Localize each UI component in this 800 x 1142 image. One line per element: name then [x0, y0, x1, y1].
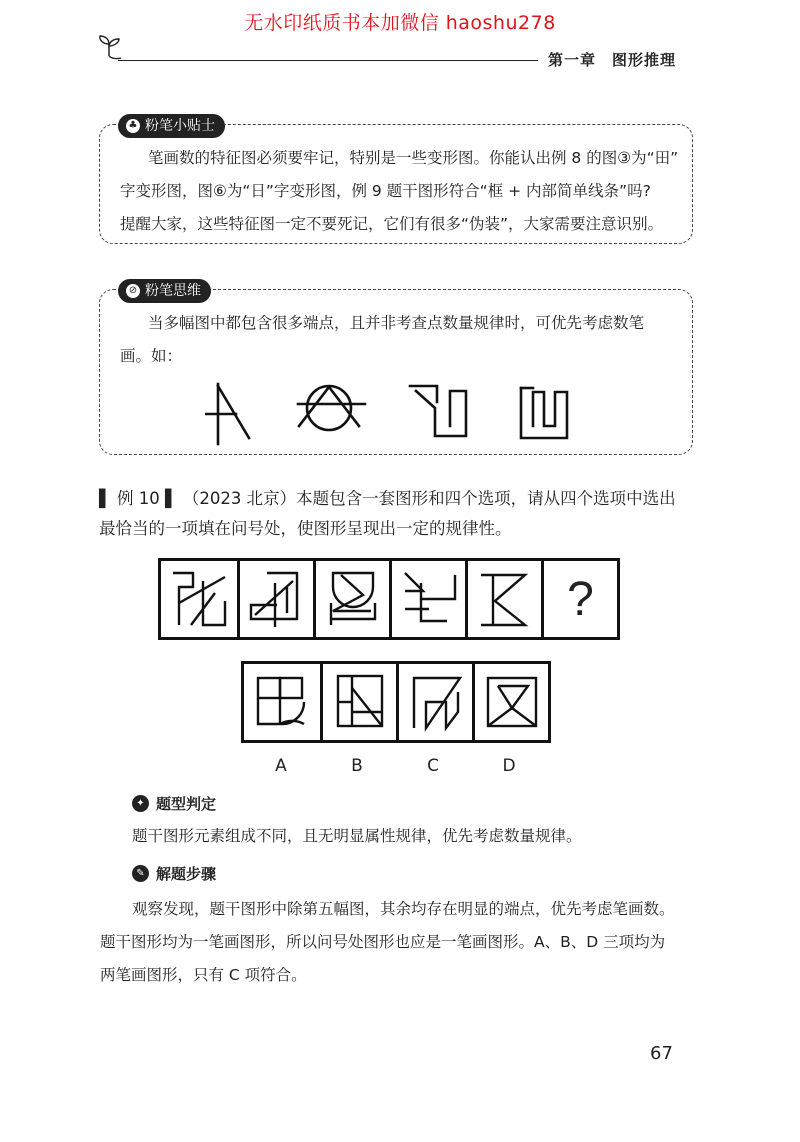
- option-a-shape: [252, 672, 312, 732]
- steps-line: 观察发现，题干图形中除第五幅图，其余均存在明显的端点，优先考虑笔画数。: [132, 900, 675, 918]
- option-labels: [241, 756, 549, 776]
- endpoint-examples-figure: [205, 378, 585, 448]
- option-c-shape: [406, 672, 466, 732]
- option-label: A: [275, 756, 287, 776]
- think-line: 画。如：: [120, 347, 183, 365]
- question-figure: [389, 558, 468, 640]
- think-text: [120, 307, 690, 373]
- figure-1-shape: [169, 569, 229, 629]
- question-figures: [158, 558, 620, 640]
- question-figure: [158, 558, 240, 640]
- page-number: 67: [650, 1043, 673, 1064]
- tip-tag: [118, 114, 225, 138]
- option-label: B: [351, 756, 363, 776]
- option-figures: [241, 661, 551, 743]
- steps-line: 两笔画图形，只有 C 项符合。: [100, 966, 307, 984]
- header-rule: [118, 60, 538, 61]
- option-c-figure[interactable]: [396, 661, 475, 743]
- figure-4-shape: [399, 569, 459, 629]
- option-label: C: [427, 756, 439, 776]
- think-tag: [118, 279, 211, 303]
- question-figure: [465, 558, 544, 640]
- option-a-figure[interactable]: [241, 661, 323, 743]
- option-b-shape: [330, 672, 390, 732]
- option-d-figure[interactable]: [472, 661, 551, 743]
- judge-heading: [132, 793, 216, 814]
- watermark: 无水印纸质书本加微信 haoshu278: [244, 12, 556, 34]
- tip-text: [120, 142, 690, 241]
- steps-title: 解题步骤: [156, 865, 217, 883]
- question-figure: [237, 558, 316, 640]
- steps-heading: [132, 863, 216, 884]
- question-mark: ?: [567, 572, 594, 626]
- figure-2-shape: [247, 569, 307, 629]
- figure-3-shape: [323, 569, 383, 629]
- chapter-title: 第一章 图形推理: [548, 51, 677, 69]
- tip-tag-label: 粉笔小贴士: [145, 118, 215, 134]
- steps-line: 题干图形均为一笔画图形，所以问号处图形也应是一笔画图形。A、B、D 三项均为: [100, 933, 666, 951]
- example-heading: [99, 484, 709, 544]
- tip-line: 笔画数的特征图必须要牢记，特别是一些变形图。你能认出例 8 的图③为“田”: [148, 149, 679, 167]
- option-b-figure[interactable]: [320, 661, 399, 743]
- think-line: 当多幅图中都包含很多端点，且并非考查点数量规律时，可优先考虑数笔: [148, 314, 645, 332]
- judge-title: 题型判定: [156, 795, 217, 813]
- option-d-shape: [482, 672, 542, 732]
- example-line: 最恰当的一项填在问号处，使图形呈现出一定的规律性。: [99, 519, 512, 538]
- sprout-icon: ♣: [126, 119, 140, 133]
- question-figure: [313, 558, 392, 640]
- steps-text: [100, 893, 710, 992]
- bracket-mark: ▌: [164, 489, 178, 508]
- example-label: 例 10: [116, 489, 160, 508]
- tip-line: 提醒大家，这些特征图一定不要死记，它们有很多“伪装”，大家需要注意识别。: [120, 215, 664, 233]
- option-label: D: [502, 756, 516, 776]
- pencil-icon: ✎: [132, 865, 149, 882]
- example-line: （2023 北京）本题包含一套图形和四个选项，请从四个选项中选出: [182, 489, 676, 508]
- question-mark-cell: [541, 558, 620, 640]
- no-icon: ⊘: [126, 284, 140, 298]
- think-tag-label: 粉笔思维: [145, 283, 201, 299]
- judge-text: 题干图形元素组成不同，且无明显属性规律，优先考虑数量规律。: [132, 827, 582, 845]
- figure-5-shape: [475, 569, 535, 629]
- lightbulb-icon: ✦: [132, 795, 149, 812]
- tip-line: 字变形图，图⑥为“日”字变形图，例 9 题干图形符合“框 + 内部简单线条”吗?: [120, 182, 651, 200]
- bracket-mark: ▌: [99, 489, 112, 508]
- leaf-icon: [96, 34, 122, 60]
